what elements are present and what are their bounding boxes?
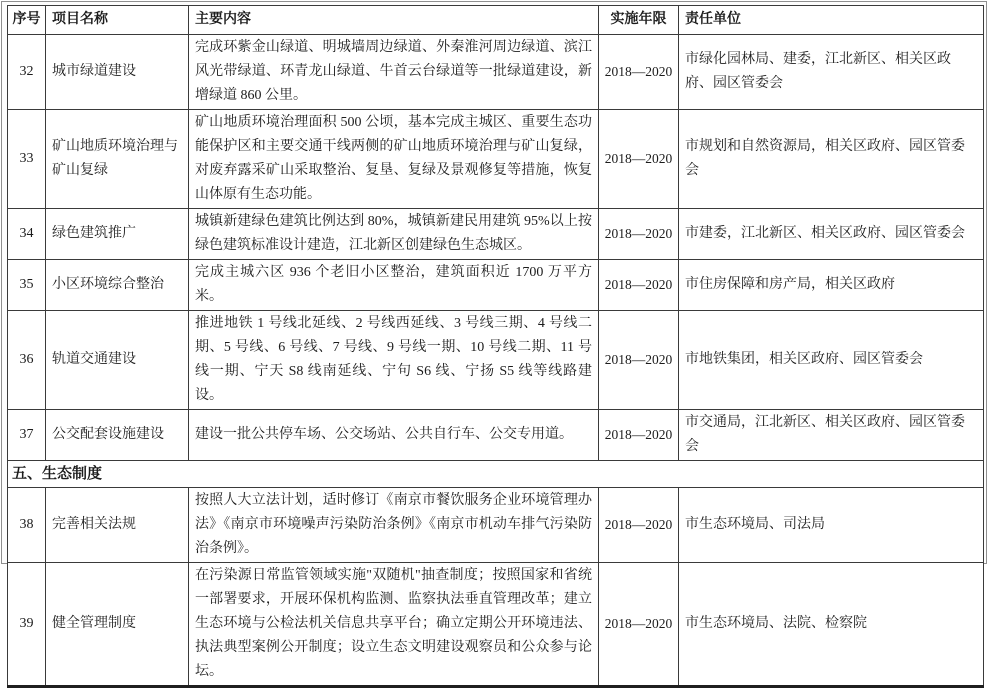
cell-main-content: 城镇新建绿色建筑比例达到 80%，城镇新建民用建筑 95%以上按绿色建筑标准设计建造，江北新区创建绿色生态城区。 bbox=[189, 209, 599, 260]
cell-main-content: 按照人大立法计划，适时修订《南京市餐饮服务企业环境管理办法》《南京市环境噪声污染防治条例》《南京市机动车排气污染防治条例》。 bbox=[189, 488, 599, 563]
section-label: 五、生态制度 bbox=[8, 461, 984, 488]
cell-responsible-unit: 市规划和自然资源局，相关区政府、园区管委会 bbox=[679, 110, 984, 209]
cell-period: 2018—2020 bbox=[599, 209, 679, 260]
table-body bbox=[8, 35, 984, 687]
table-row bbox=[8, 488, 984, 563]
cell-responsible-unit: 市生态环境局、法院、检察院 bbox=[679, 563, 984, 687]
table-row bbox=[8, 410, 984, 461]
cell-project-name: 绿色建筑推广 bbox=[46, 209, 189, 260]
cell-main-content: 完成主城六区 936 个老旧小区整治，建筑面积近 1700 万平方米。 bbox=[189, 260, 599, 311]
cell-responsible-unit: 市交通局，江北新区、相关区政府、园区管委会 bbox=[679, 410, 984, 461]
cell-no: 38 bbox=[8, 488, 46, 563]
page-frame bbox=[1, 1, 987, 679]
cell-no: 32 bbox=[8, 35, 46, 110]
table-row bbox=[8, 563, 984, 687]
cell-responsible-unit: 市绿化园林局、建委，江北新区、相关区政府、园区管委会 bbox=[679, 35, 984, 110]
cell-main-content: 矿山地质环境治理面积 500 公顷，基本完成主城区、重要生态功能保护区和主要交通干线两侧的矿山地质环境治理与矿山复绿，对废弃露采矿山采取整治、复垦、复绿及景观修复等措施，恢复山体原有生态功能。 bbox=[189, 110, 599, 209]
cell-main-content: 完成环紫金山绿道、明城墙周边绿道、外秦淮河周边绿道、滨江风光带绿道、环青龙山绿道、牛首云台绿道等一批绿道建设，新增绿道 860 公里。 bbox=[189, 35, 599, 110]
cell-project-name: 公交配套设施建设 bbox=[46, 410, 189, 461]
table-row bbox=[8, 311, 984, 410]
cell-period: 2018—2020 bbox=[599, 410, 679, 461]
cell-period: 2018—2020 bbox=[599, 35, 679, 110]
cell-project-name: 小区环境综合整治 bbox=[46, 260, 189, 311]
header-period: 实施年限 bbox=[599, 6, 679, 35]
cell-period: 2018—2020 bbox=[599, 311, 679, 410]
header-responsible-unit: 责任单位 bbox=[679, 6, 984, 35]
table-row bbox=[8, 110, 984, 209]
cell-no: 37 bbox=[8, 410, 46, 461]
action-plan-table bbox=[7, 5, 984, 688]
cell-period: 2018—2020 bbox=[599, 110, 679, 209]
cell-project-name: 矿山地质环境治理与矿山复绿 bbox=[46, 110, 189, 209]
cell-project-name: 轨道交通建设 bbox=[46, 311, 189, 410]
cell-project-name: 完善相关法规 bbox=[46, 488, 189, 563]
table-header bbox=[8, 6, 984, 35]
cell-no: 35 bbox=[8, 260, 46, 311]
cell-responsible-unit: 市建委，江北新区、相关区政府、园区管委会 bbox=[679, 209, 984, 260]
cell-main-content: 推进地铁 1 号线北延线、2 号线西延线、3 号线三期、4 号线二期、5 号线、6 号线、7 号线、9 号线一期、10 号线二期、11 号线一期、宁天 S8 线南延线、宁句 S6 线、宁扬 S5 线等线路建设。 bbox=[189, 311, 599, 410]
cell-no: 36 bbox=[8, 311, 46, 410]
header-row bbox=[8, 6, 984, 35]
cell-responsible-unit: 市地铁集团，相关区政府、园区管委会 bbox=[679, 311, 984, 410]
cell-no: 34 bbox=[8, 209, 46, 260]
cell-no: 39 bbox=[8, 563, 46, 687]
header-project-name: 项目名称 bbox=[46, 6, 189, 35]
cell-period: 2018—2020 bbox=[599, 563, 679, 687]
cell-responsible-unit: 市住房保障和房产局，相关区政府 bbox=[679, 260, 984, 311]
header-main-content: 主要内容 bbox=[189, 6, 599, 35]
cell-responsible-unit: 市生态环境局、司法局 bbox=[679, 488, 984, 563]
cell-period: 2018—2020 bbox=[599, 260, 679, 311]
header-no: 序号 bbox=[8, 6, 46, 35]
cell-project-name: 健全管理制度 bbox=[46, 563, 189, 687]
table-row bbox=[8, 35, 984, 110]
cell-main-content: 在污染源日常监管领域实施"双随机"抽查制度；按照国家和省统一部署要求，开展环保机构监测、监察执法垂直管理改革；建立生态环境与公检法机关信息共享平台；确立定期公开环境违法、执法典型案例公开制度；设立生态文明建设观察员和公众参与论坛。 bbox=[189, 563, 599, 687]
cell-project-name: 城市绿道建设 bbox=[46, 35, 189, 110]
cell-no: 33 bbox=[8, 110, 46, 209]
table-row bbox=[8, 209, 984, 260]
section-row bbox=[8, 461, 984, 488]
table-row bbox=[8, 260, 984, 311]
cell-main-content: 建设一批公共停车场、公交场站、公共自行车、公交专用道。 bbox=[189, 410, 599, 461]
cell-period: 2018—2020 bbox=[599, 488, 679, 563]
